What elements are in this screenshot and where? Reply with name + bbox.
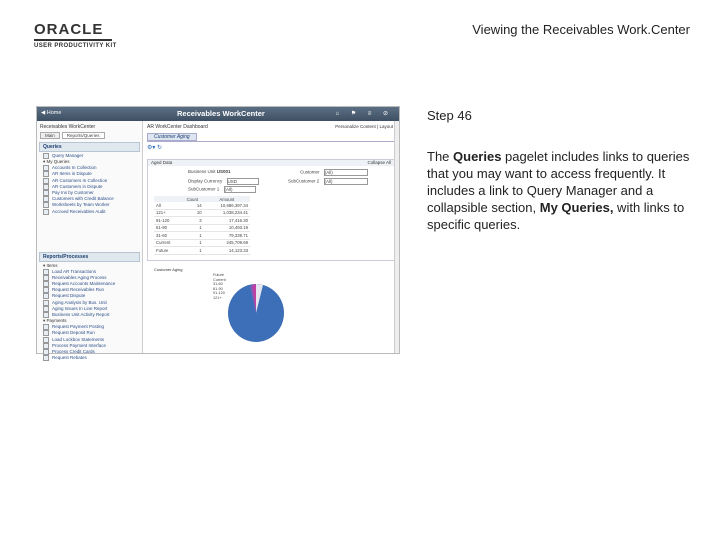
logo-tagline: USER PRODUCTIVITY KIT — [34, 42, 117, 49]
query-item[interactable]: Accounts In Collection — [43, 165, 142, 171]
dashboard-title: AR WorkCenter Dashboard — [147, 124, 208, 130]
payment-item[interactable]: Request Rebates — [43, 355, 142, 361]
payment-item[interactable]: Process Payment Interface — [43, 343, 142, 349]
table-row[interactable]: 91-120 3 17,416.30 — [156, 217, 248, 223]
report-item[interactable]: Receivables Aging Process — [43, 275, 142, 281]
report-icon — [43, 281, 49, 287]
report-item[interactable]: Request Accounts Maintenance — [43, 281, 142, 287]
app-title: Receivables WorkCenter — [177, 109, 265, 118]
subcustomer1-row — [188, 186, 256, 193]
payment-item[interactable]: Process Credit Cards — [43, 349, 142, 355]
business-unit-value: US001 — [216, 169, 231, 174]
tab-customer-aging[interactable]: Customer Aging — [147, 133, 197, 141]
breadcrumb — [143, 121, 399, 133]
query-item[interactable]: AR Items in Dispute — [43, 171, 142, 177]
payment-item[interactable]: Request Deposit Run — [43, 330, 142, 336]
aging-pie-chart[interactable] — [226, 279, 290, 345]
report-icon — [43, 300, 49, 306]
query-item[interactable]: AR Customers In Collection — [43, 178, 142, 184]
report-item[interactable]: Load AR Transactions — [43, 269, 142, 275]
report-icon — [43, 306, 49, 312]
query-item[interactable]: Customers with Credit Balance — [43, 196, 142, 202]
my-queries-section[interactable]: ▾ My Queries — [43, 159, 70, 165]
app-screenshot — [36, 106, 400, 361]
customer-select[interactable]: (All) — [324, 169, 368, 176]
display-currency-row — [188, 178, 259, 185]
queries-list — [37, 153, 142, 215]
report-icon — [43, 312, 49, 318]
business-unit-label: Business Unit — [188, 169, 216, 174]
tab-main[interactable]: Main — [40, 132, 60, 139]
queries-pagelet-header[interactable]: Queries — [39, 142, 140, 152]
query-icon — [43, 165, 49, 171]
table-header: Count — [181, 196, 204, 202]
subcustomer2-row — [288, 178, 368, 185]
report-item[interactable]: Business Unit Activity Report — [43, 312, 142, 318]
report-item[interactable]: Aging Analysis by Bus. Unit — [43, 300, 142, 306]
legend-item: 91-120 — [213, 291, 225, 295]
display-currency-select[interactable]: USD — [227, 178, 259, 185]
report-icon — [43, 330, 49, 336]
my-queries-term: My Queries, — [539, 200, 614, 215]
query-item[interactable]: Accrued Receivables Audit — [43, 209, 142, 215]
report-icon — [43, 349, 49, 355]
slide-title: Viewing the Receivables Work.Center — [472, 22, 690, 37]
query-icon — [43, 190, 49, 196]
report-icon — [43, 269, 49, 275]
payment-item[interactable]: Request Payment Posting — [43, 324, 142, 330]
subtools[interactable]: ⚙▾ ↻ — [147, 145, 163, 151]
query-manager-link[interactable]: Query Manager — [43, 153, 142, 159]
left-panel — [37, 121, 143, 361]
report-icon — [43, 287, 49, 293]
report-icon — [43, 337, 49, 343]
subtabs — [147, 133, 395, 142]
logo-brand: ORACLE — [34, 21, 104, 38]
subcustomer1-select[interactable]: (All) — [224, 186, 256, 193]
tab-reports-queries[interactable]: Reports/Queries — [62, 132, 105, 139]
subcustomer1-label: SubCustomer 1 — [188, 186, 220, 192]
aging-table — [154, 196, 250, 255]
table-row[interactable]: 31-60 1 79,339.71 — [156, 232, 248, 238]
legend-item: 121+ — [213, 295, 222, 300]
queries-term: Queries — [453, 149, 502, 164]
subcustomer2-label: SubCustomer 2 — [288, 178, 320, 184]
items-section[interactable]: ▾ Items — [43, 262, 58, 268]
business-unit-row — [188, 169, 231, 174]
panel-title[interactable]: Aged Data — [151, 160, 173, 165]
payment-item[interactable]: Load Lockbox Statements — [43, 337, 142, 343]
payments-section[interactable]: ▾ Payments — [43, 318, 67, 324]
query-item[interactable]: AR Customers in Dispute — [43, 184, 142, 190]
step-number: Step 46 — [427, 108, 472, 123]
aging-panel — [147, 159, 395, 261]
query-item[interactable]: Pay Ins by Customer — [43, 190, 142, 196]
query-item[interactable]: Worksheets by Team Worker — [43, 202, 142, 208]
customer-label: Customer — [300, 169, 320, 175]
query-icon — [43, 153, 49, 159]
table-row[interactable]: Current 1 245,709.69 — [156, 240, 248, 246]
query-icon — [43, 184, 49, 190]
reports-pagelet-header[interactable]: Reports/Processes — [39, 252, 140, 262]
report-item[interactable]: Aging Issues In Line Report — [43, 306, 142, 312]
home-link[interactable]: ◀ Home — [41, 110, 62, 116]
table-row[interactable]: All 14 10,686,397.34 — [156, 202, 248, 208]
report-icon — [43, 275, 49, 281]
legend-item: 31-60 — [213, 282, 223, 286]
report-item[interactable]: Request Dispute — [43, 293, 142, 299]
personalize-link[interactable]: Personalize Content | Layout — [335, 124, 393, 129]
subcustomer2-select[interactable]: (All) — [324, 178, 368, 185]
query-icon — [43, 196, 49, 202]
report-item[interactable]: Request Receivables Run — [43, 287, 142, 293]
table-row[interactable]: 121+ 10 1,038,234.41 — [156, 210, 248, 216]
legend-item: Future — [213, 273, 224, 277]
customer-row — [300, 169, 368, 176]
query-icon — [43, 178, 49, 184]
report-icon — [43, 293, 49, 299]
step-description: The Queries pagelet includes links to queries that you may want to access frequently. It includes a link to Query Manager and a collapsible section, My Queries, with links to specific queries. — [427, 149, 690, 232]
panel-header — [148, 160, 394, 166]
query-icon — [43, 171, 49, 177]
table-row[interactable]: 61-90 1 10,493.19 — [156, 225, 248, 231]
chart-legend — [213, 273, 226, 300]
reports-list — [37, 263, 142, 362]
report-icon — [43, 324, 49, 330]
table-row[interactable]: Future 1 14,123.33 — [156, 247, 248, 253]
app-topbar — [37, 107, 399, 121]
left-panel-header: Receivables WorkCenter — [40, 124, 96, 130]
query-icon — [43, 209, 49, 215]
report-icon — [43, 355, 49, 361]
chart-title: Customer Aging — [154, 267, 183, 272]
toolbar-icons[interactable]: ⌂ ⚑ ≡ ⊘ — [335, 111, 393, 117]
legend-item: 61-90 — [213, 286, 223, 291]
table-header: Amount — [204, 196, 250, 202]
oracle-upk-logo — [34, 22, 124, 52]
logo-rule — [34, 39, 112, 41]
left-tabs — [37, 131, 142, 140]
vertical-scrollbar[interactable] — [394, 121, 399, 353]
display-currency-label: Display Currency — [188, 178, 223, 184]
report-icon — [43, 343, 49, 349]
legend-item: Current — [213, 277, 226, 282]
query-icon — [43, 202, 49, 208]
collapse-all-link[interactable]: Collapse All — [367, 160, 391, 165]
